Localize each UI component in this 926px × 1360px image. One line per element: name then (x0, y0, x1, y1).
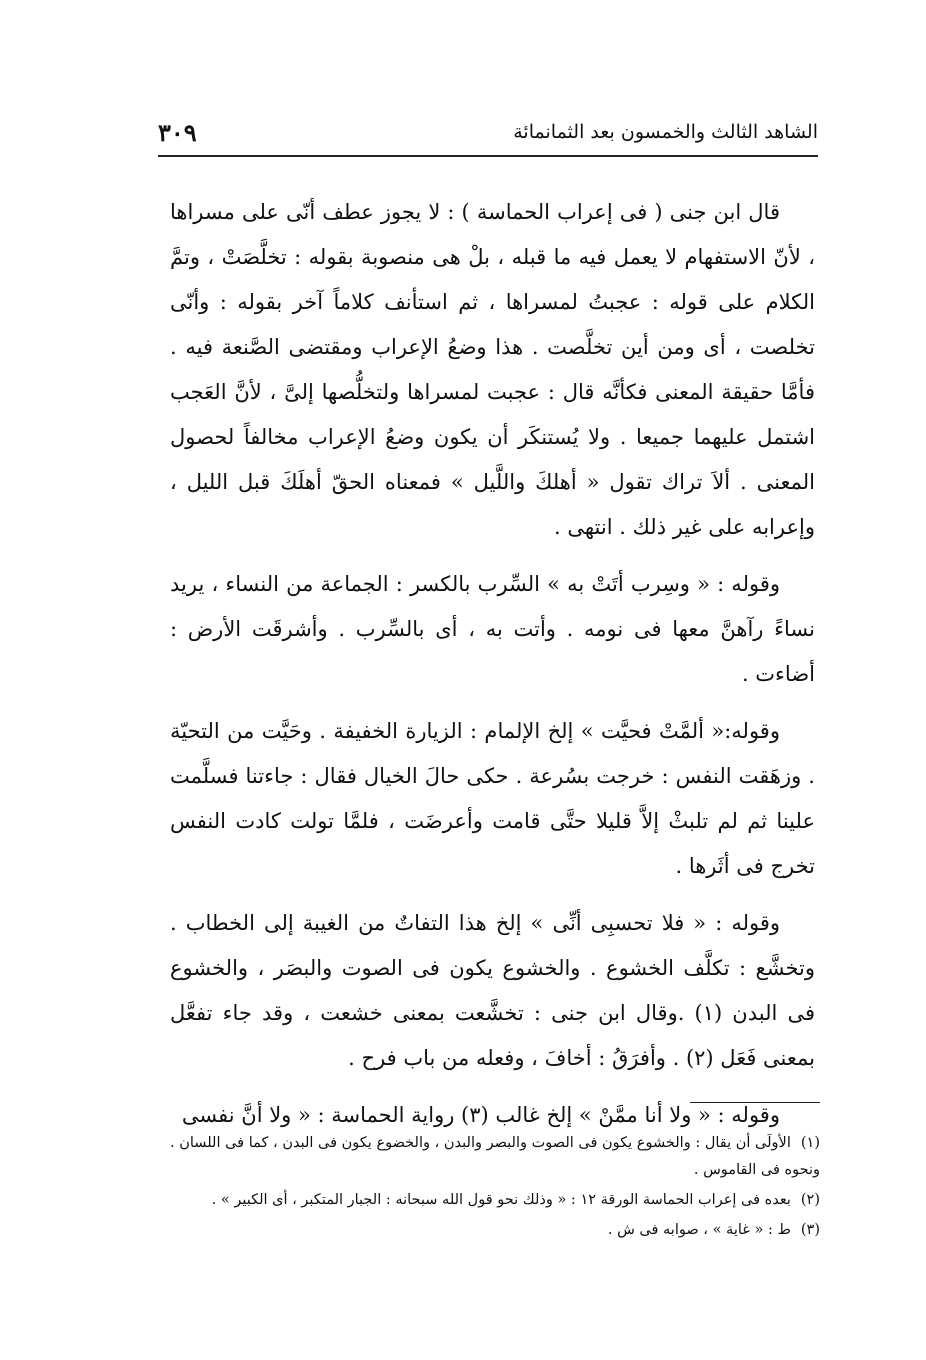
paragraph-tahsabi: وقوله : « فلا تحسبِى أنِّى » إلخ هذا التفاتٌ من الغيبة إلى الخطاب . وتخشَّع : تكلَّف الخشوع . والخشوع يكون فى الصوت والبصَر ، والخشوع فى البدن (١) .وقال ابن جنى : تخشَّعت بمعنى خشعت ، وقد جاء تفعَّل بمعنى فَعَل (٢) . وأفرَقُ : أخافَ ، وفعله من باب فرح . (170, 911, 815, 1070)
footnote-number: (١) (800, 1135, 820, 1151)
paragraph-mimman: وقوله : « ولا أنا ممَّنْ » إلخ غالب (٣) رواية الحماسة : « ولا أنَّ نفسى (181, 1103, 780, 1127)
footnote-text: ط : « غاية » ، صوابه فى ش . (607, 1222, 791, 1238)
page-header (158, 112, 818, 152)
footnote-divider (690, 1102, 820, 1103)
main-text (170, 190, 815, 1148)
footnote-1 (170, 1130, 820, 1184)
paragraph-ibn-jinni: قال ابن جنى ( فى إعراب الحماسة ) : لا يجوز عطف أنّى على مسراها ، لأنّ الاستفهام لا يعمل فيه ما قبله ، بلْ هى منصوبة بقوله : تخلَّصَتْ ، وتمَّ الكلام على قوله : عجبتُ لمسراها ، ثم استأنف كلاماً آخر بقوله : وأنّى تخلصت ، أى ومن أين تخلَّصت . هذا وضعُ الإعراب ومقتضى الصَّنعة فيه . فأمَّا حقيقة المعنى فكأنَّه قال : عجبت لمسراها ولتخلُّصها إلىَّ ، لأنَّ العَجب اشتمل عليهما جميعا . ولا يُستنكَر أن يكون وضعُ الإعراب مخالفاً لحصول المعنى . ألاَ تراك تقول « أهلكَ واللَّيل » فمعناه الحقّ أهلَكَ قبل الليل ، وإعرابه على غير ذلك . انتهى . (170, 200, 815, 539)
footnotes (170, 1130, 820, 1247)
header-divider (158, 155, 818, 157)
footnote-text: الأولَى أن يقال : والخشوع يكون فى الصوت والبصر والبدن ، والخضوع يكون فى البدن ، كما فى اللسان . ونحوه فى القاموس . (170, 1135, 820, 1178)
paragraph-alammat: وقوله:« ألمَّتْ فحيَّت » إلخ الإلمام : الزيارة الخفيفة . وحَيَّت من التحيّة . وزهَقت النفس : خرجت بسُرعة . حكى حالَ الخيال فقال : جاءتنا فسلَّمت علينا ثم لم تلبثْ إلاَّ قليلا حتَّى قامت وأعرضَت ، فلمَّا تولت كادت النفس تخرج فى أثَرها . (170, 719, 815, 878)
running-title: الشاهد الثالث والخمسون بعد الثمانمائة (513, 121, 818, 143)
footnote-2 (170, 1187, 820, 1214)
page-number: ٣٠٩ (158, 117, 197, 147)
footnote-number: (٣) (800, 1222, 820, 1238)
footnote-3 (170, 1217, 820, 1244)
footnote-number: (٢) (800, 1192, 820, 1208)
footnote-text: بعده فى إعراب الحماسة الورقة ١٢ : « وذلك نحو قول الله سبحانه : الجبار المتكبر ، أى الكبير » . (211, 1192, 791, 1208)
paragraph-sirb: وقوله : « وسِرب أتَتْ به » السِّرب بالكسر : الجماعة من النساء ، يريد نساءً رآهنَّ معها فى نومه . وأتت به ، أى بالسِّرب . وأشرقَت الأرض : أضاءت . (170, 572, 815, 686)
